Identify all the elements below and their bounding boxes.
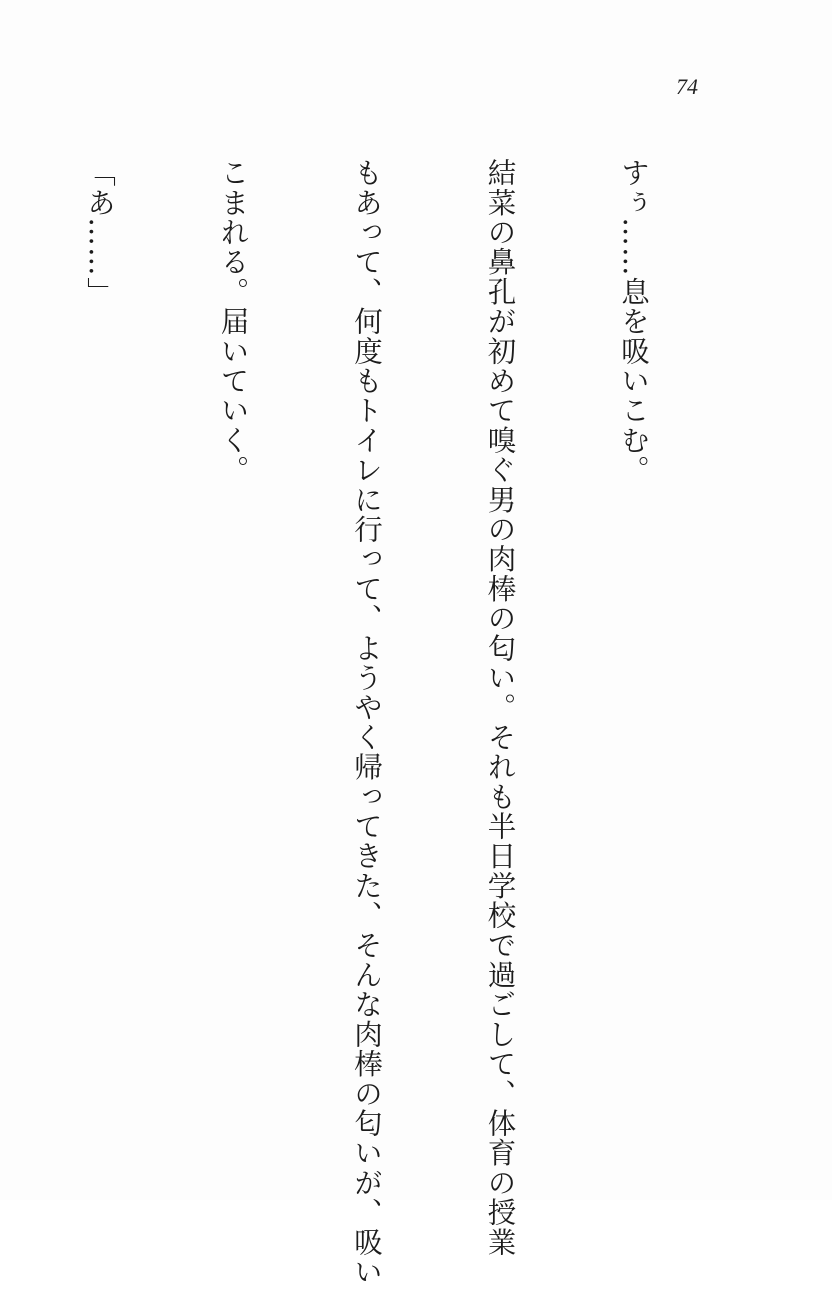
text-line: こまれる。届いていく。 <box>216 158 250 485</box>
text-line: 結菜の鼻孔が初めて嗅ぐ男の肉棒の匂い。それも半日学校で過ごして、体育の授業 <box>483 158 517 1257</box>
text-line: もあって、何度もトイレに行って、ようやく帰ってきた、そんな肉棒の匂いが、吸い <box>350 158 383 1287</box>
page-number: 74 <box>676 74 698 99</box>
text-line: すぅ……息を吸いこむ。 <box>617 158 650 485</box>
text-line: 「あ……」 <box>83 158 116 307</box>
vertical-text-body <box>0 158 744 1287</box>
